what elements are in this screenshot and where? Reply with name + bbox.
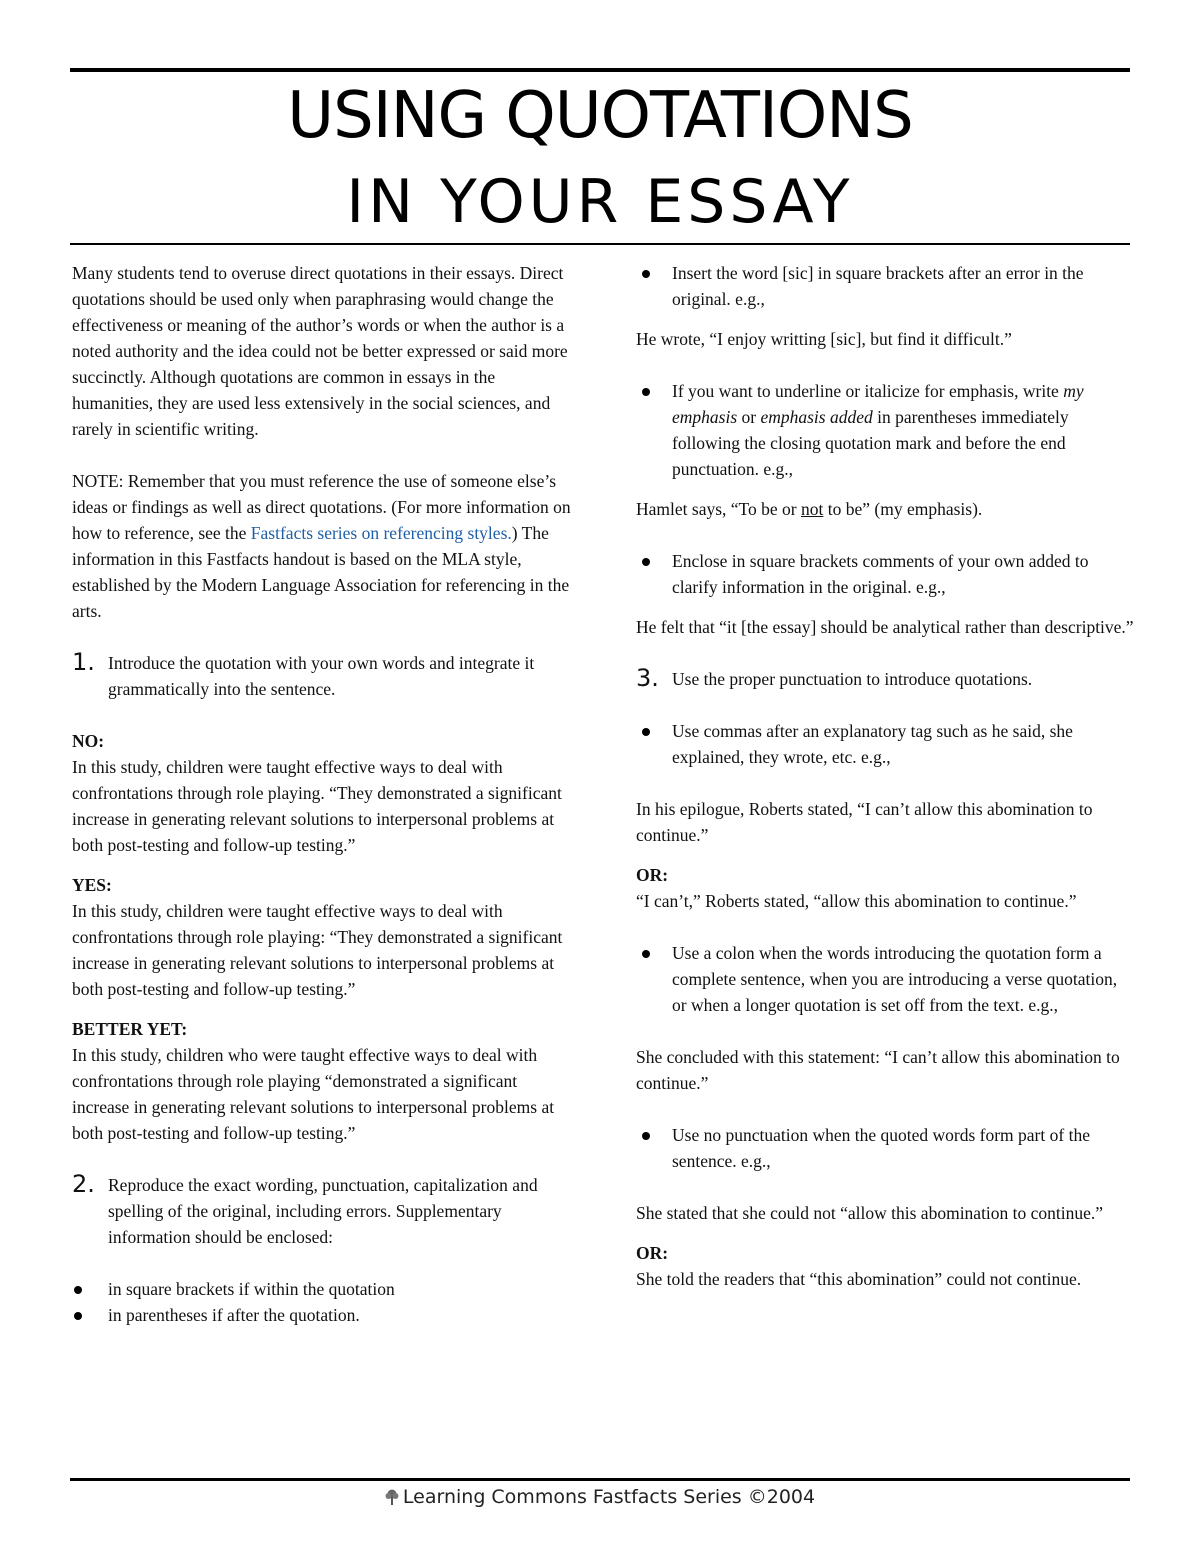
bullet-text: Use no punctuation when the quoted words form part of the sentence. e.g., xyxy=(672,1125,1090,1171)
bullet-text: in parentheses if after the quotation. xyxy=(108,1305,360,1325)
better-yet-label: BETTER YET: xyxy=(72,1019,188,1039)
numbered-item-1 xyxy=(72,650,572,702)
or-label: OR: xyxy=(636,865,669,885)
page-title-line-2: IN YOUR ESSAY xyxy=(346,167,854,237)
list-item xyxy=(72,1276,572,1302)
header-rule xyxy=(70,243,1130,245)
list-item xyxy=(636,260,1136,312)
bullet-text: in parentheses immediately following the closing quotation mark and before the end punctuation. e.g., xyxy=(672,407,1069,479)
note-text-end: ) The information in this Fastfacts handout is based on the MLA style, established by the Modern Language Association for referencing in the arts. xyxy=(72,523,570,621)
right-column xyxy=(636,260,1136,1292)
note-paragraph xyxy=(72,468,572,624)
numbered-item-3 xyxy=(636,666,1136,692)
bullet-icon xyxy=(642,950,650,958)
note-text-start: NOTE: Remember that you must reference the use of someone else’s ideas or findings as well as direct quotations. (For more information on how to reference, see the xyxy=(72,471,571,543)
item-number: 3. xyxy=(636,664,659,692)
list-item xyxy=(636,940,1136,1018)
page-title-line-1: USING QUOTATIONS xyxy=(287,79,913,153)
top-rule xyxy=(70,68,1130,72)
item-text: Use the proper punctuation to introduce quotations. xyxy=(672,669,1033,689)
italic-term: my emphasis xyxy=(672,381,1084,427)
italic-term: emphasis added xyxy=(760,407,873,427)
list-item xyxy=(636,718,1136,770)
bullet-icon xyxy=(642,270,650,278)
no-label: NO: xyxy=(72,731,105,751)
footer xyxy=(70,1486,1130,1508)
bullet-text: Enclose in square brackets comments of your own added to clarify information in the original. e.g., xyxy=(672,551,1089,597)
example-commas: In his epilogue, Roberts stated, “I can’t allow this abomination to continue.” xyxy=(636,799,1093,845)
bullet-icon xyxy=(642,388,650,396)
no-example: In this study, children were taught effective ways to deal with confrontations through role playing. “They demonstrated a significant increase in generating relevant solutions to interpersonal problems at both post-testing and follow-up testing.” xyxy=(72,757,562,855)
bullet-icon xyxy=(642,1132,650,1140)
bullet-text: or xyxy=(737,407,761,427)
tree-icon xyxy=(385,1488,399,1504)
footer-rule xyxy=(70,1478,1130,1481)
bullet-text: Use commas after an explanatory tag such as he said, she explained, they wrote, etc. e.g., xyxy=(672,721,1073,767)
bullet-icon xyxy=(642,558,650,566)
example-text: to be” (my emphasis). xyxy=(823,499,983,519)
list-item xyxy=(72,1302,572,1328)
or-label: OR: xyxy=(636,1243,669,1263)
bullet-text: If you want to underline or italicize for emphasis, write xyxy=(672,381,1064,401)
bullet-icon xyxy=(642,728,650,736)
bullet-text: in square brackets if within the quotation xyxy=(108,1279,395,1299)
example-square-brackets: He felt that “it [the essay] should be analytical rather than descriptive.” xyxy=(636,617,1134,637)
list-item xyxy=(636,378,1136,482)
example-commas-alt: “I can’t,” Roberts stated, “allow this abomination to continue.” xyxy=(636,891,1077,911)
numbered-item-2 xyxy=(72,1172,572,1250)
footer-text: Learning Commons Fastfacts Series ©2004 xyxy=(402,1486,816,1508)
intro-paragraph: Many students tend to overuse direct quotations in their essays. Direct quotations should be used only when paraphrasing would change the effectiveness or meaning of the author’s words or when the author is a noted authority and the idea could not be better expressed or said more succinctly. Although quotations are common in essays in the humanities, they are used less extensively in the social sciences, and rarely in scientific writing. xyxy=(72,263,568,439)
example-no-punctuation: She stated that she could not “allow this abomination to continue.” xyxy=(636,1203,1104,1223)
example-no-punctuation-alt: She told the readers that “this abomination” could not continue. xyxy=(636,1269,1082,1289)
yes-example: In this study, children were taught effective ways to deal with confrontations through role playing: “They demonstrated a significant increase in generating relevant solutions to interpersonal problems at both post-testing and follow-up testing.” xyxy=(72,901,563,999)
underlined-word: not xyxy=(800,499,824,519)
example-text: Hamlet says, “To be or xyxy=(636,499,801,519)
bullet-text: Insert the word [sic] in square brackets after an error in the original. e.g., xyxy=(672,263,1084,309)
item-number: 1. xyxy=(72,648,95,676)
bullet-icon xyxy=(74,1286,82,1294)
left-column xyxy=(72,260,572,1328)
better-yet-example: In this study, children who were taught effective ways to deal with confrontations through role playing “demonstrated a significant increase in generating relevant solutions to interpersonal problems at both post-testing and follow-up testing.” xyxy=(72,1045,555,1143)
example-sic: He wrote, “I enjoy writting [sic], but find it difficult.” xyxy=(636,329,1012,349)
item-number: 2. xyxy=(72,1170,95,1198)
yes-label: YES: xyxy=(72,875,112,895)
bullet-text: Use a colon when the words introducing the quotation form a complete sentence, when you are introducing a verse quotation, or when a longer quotation is set off from the text. e.g., xyxy=(672,943,1118,1015)
example-emphasis xyxy=(636,496,1136,522)
referencing-styles-link[interactable]: Fastfacts series on referencing styles. xyxy=(250,523,512,543)
item-text: Reproduce the exact wording, punctuation, capitalization and spelling of the original, including errors. Supplementary information should be enclosed: xyxy=(108,1175,538,1247)
list-item xyxy=(636,1122,1136,1174)
list-item xyxy=(636,548,1136,600)
bullet-icon xyxy=(74,1312,82,1320)
example-colon: She concluded with this statement: “I can’t allow this abomination to continue.” xyxy=(636,1047,1120,1093)
item-text: Introduce the quotation with your own words and integrate it grammatically into the sentence. xyxy=(108,653,535,699)
